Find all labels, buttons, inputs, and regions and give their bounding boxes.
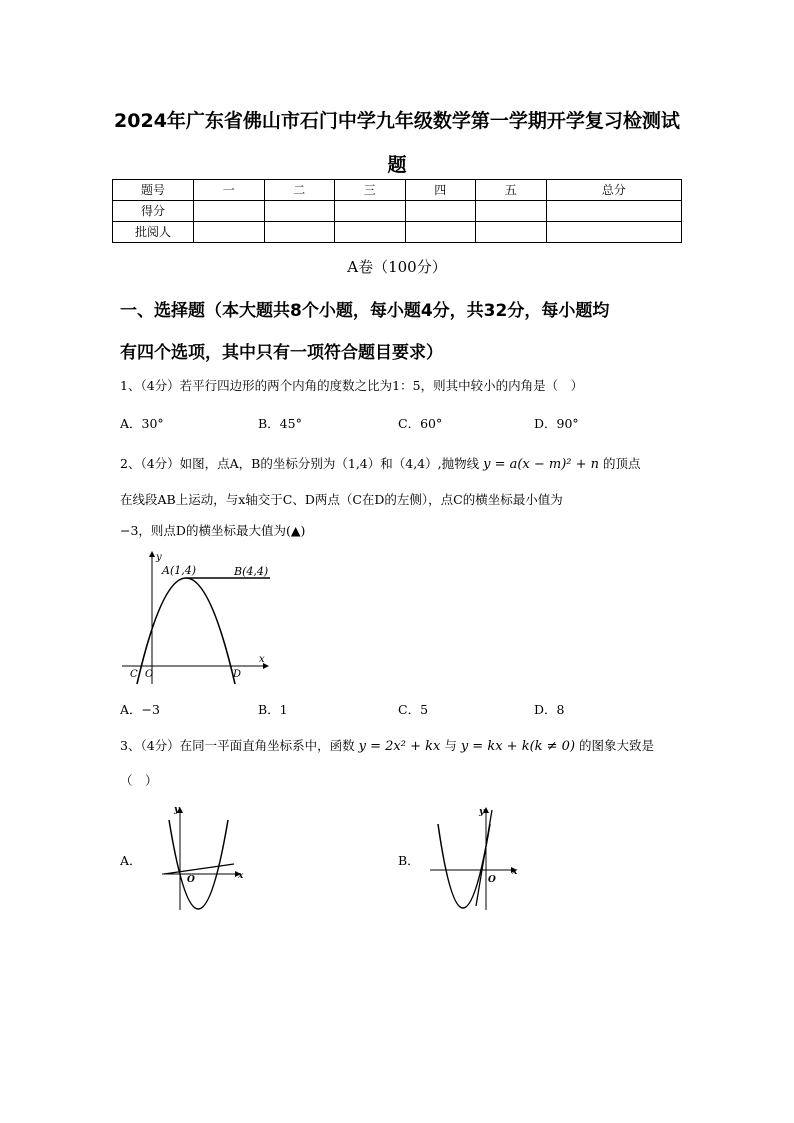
x-axis-label: x — [238, 871, 244, 881]
q3-option-b: B． — [398, 853, 420, 868]
y-axis-label: y — [479, 807, 485, 817]
y-axis-label: y — [174, 805, 180, 815]
page-title-continued: 题 — [387, 154, 407, 176]
quadratic-formula: y = 2x² + kx — [358, 739, 441, 754]
q3-stem-conj: 与 — [444, 738, 457, 753]
q3-stem-text: 3、（4分）在同一平面直角坐标系中，函数 — [120, 738, 355, 753]
score-cell — [546, 201, 682, 222]
linear-formula: y = kx + k(k ≠ 0) — [460, 739, 576, 754]
score-table — [112, 179, 682, 243]
q2-parabola-figure — [118, 548, 278, 688]
header-cell: 一 — [194, 180, 265, 201]
origin-label: O — [145, 669, 154, 680]
reviewer-cell — [476, 222, 547, 243]
header-cell: 题号 — [113, 180, 194, 201]
row-label: 批阅人 — [113, 222, 194, 243]
q2-option-a: A．−3 — [120, 702, 160, 717]
q3-option-a: A． — [120, 853, 142, 868]
header-cell: 五 — [476, 180, 547, 201]
q3-option-b-graph — [428, 802, 528, 912]
question-2-line2: 在线段AB上运动，与x轴交于C、D两点（C在D的左侧），点C的横坐标最小值为 — [120, 492, 563, 507]
x-axis-label: x — [512, 867, 518, 877]
q3-stem-text-end: 的图象大致是 — [579, 738, 655, 753]
q2-option-d: D．8 — [534, 702, 565, 717]
point-a-label: A(1,4) — [162, 564, 197, 577]
question-1-stem: 1、（4分）若平行四边形的两个内角的度数之比为1：5，则其中较小的内角是（ ） — [120, 378, 584, 393]
q1-option-d: D．90° — [534, 416, 579, 431]
reviewer-cell — [194, 222, 265, 243]
header-cell: 三 — [335, 180, 406, 201]
parabola-formula: y = a(x − m)² + n — [483, 457, 600, 472]
section-heading: 一、选择题（本大题共8个小题，每小题4分，共32分，每小题均 — [120, 301, 610, 321]
reviewer-cell — [335, 222, 406, 243]
score-cell — [264, 201, 335, 222]
q2-option-c: C．5 — [398, 702, 429, 717]
question-2-stem — [120, 455, 641, 474]
q3-option-a-graph — [158, 802, 248, 912]
q2-option-b: B．1 — [258, 702, 288, 717]
y-axis-label: y — [156, 552, 162, 563]
score-table-row — [113, 201, 682, 222]
score-table-row — [113, 222, 682, 243]
score-cell — [476, 201, 547, 222]
paper-part-heading: A卷（100分） — [347, 258, 447, 276]
q1-option-a: A．30° — [120, 416, 164, 431]
reviewer-cell — [546, 222, 682, 243]
question-3-answer-paren: （ ） — [120, 773, 158, 788]
q2-stem-text-end: 的顶点 — [603, 456, 641, 471]
header-cell: 四 — [405, 180, 476, 201]
origin-label: O — [488, 875, 496, 885]
point-b-label: B(4,4) — [234, 565, 269, 578]
parabola-curve — [169, 820, 228, 909]
question-2-line3: −3，则点D的横坐标最大值为(▲) — [120, 523, 306, 538]
line-graph — [476, 810, 492, 906]
question-3-stem — [120, 737, 654, 756]
q1-option-b: B．45° — [258, 416, 302, 431]
q1-option-c: C．60° — [398, 416, 443, 431]
x-axis-label: x — [259, 654, 265, 665]
origin-label: O — [187, 875, 195, 885]
score-cell — [405, 201, 476, 222]
point-c-label: C — [130, 669, 138, 680]
header-cell: 二 — [264, 180, 335, 201]
line-graph — [164, 864, 234, 874]
score-cell — [335, 201, 406, 222]
section-heading-continued: 有四个选项，其中只有一项符合题目要求） — [120, 343, 443, 363]
row-label: 得分 — [113, 201, 194, 222]
reviewer-cell — [264, 222, 335, 243]
score-cell — [194, 201, 265, 222]
page-title: 2024年广东省佛山市石门中学九年级数学第一学期开学复习检测试 — [114, 110, 680, 132]
score-table-header-row — [113, 180, 682, 201]
q2-stem-text: 2、（4分）如图，点A，B的坐标分别为（1,4）和（4,4）,抛物线 — [120, 456, 480, 471]
point-d-label: D — [233, 669, 242, 680]
reviewer-cell — [405, 222, 476, 243]
header-cell: 总分 — [546, 180, 682, 201]
